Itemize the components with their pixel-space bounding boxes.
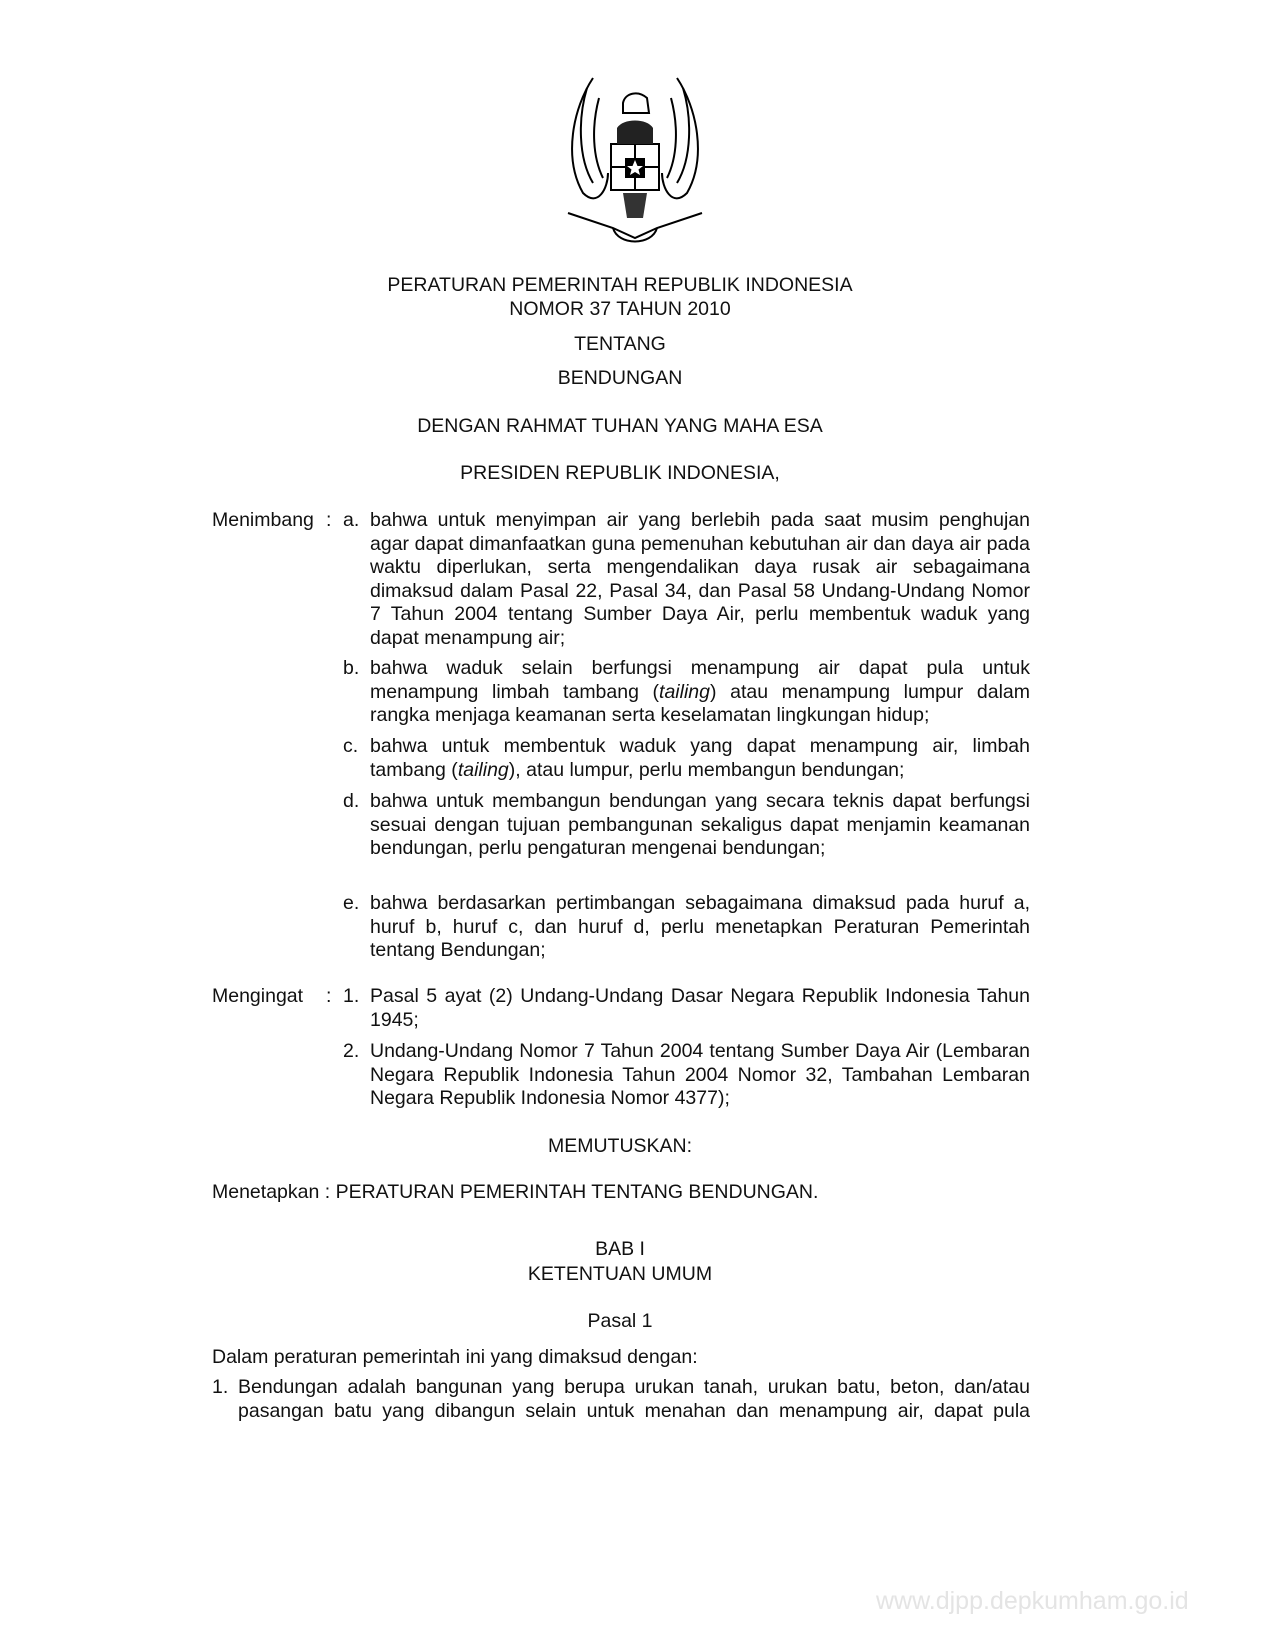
menimbang-item (370, 509, 1030, 651)
item-marker: e. (343, 892, 360, 914)
italic-term: tailing (659, 680, 710, 703)
title-line-1: PERATURAN PEMERINTAH REPUBLIK INDONESIA (387, 274, 853, 296)
colon: : (326, 985, 332, 1007)
italic-term: tailing (457, 758, 509, 781)
menimbang-item (370, 892, 1030, 963)
tentang-heading: TENTANG (574, 333, 666, 355)
item-text: bahwa untuk membangun bendungan yang secara teknis dapat berfungsi sesuai dengan tujuan pembangunan sekaligus dapat menjamin keamanan bendungan, perlu pengaturan mengenai bendungan; (370, 790, 1030, 860)
item-marker: 1. (343, 985, 360, 1007)
pasal-title: Pasal 1 (587, 1310, 653, 1332)
item-text: bahwa waduk selain berfungsi menampung air dapat pula untuk menampung limbah tambang ( (370, 657, 1030, 703)
menimbang-item (370, 657, 1030, 728)
item-text: ), atau lumpur, perlu membangun bendungan; (508, 758, 905, 781)
mengingat-item: Pasal 5 ayat (2) Undang-Undang Dasar Negara Republik Indonesia Tahun 1945; (370, 985, 1030, 1031)
watermark: www.djpp.depkumham.go.id (876, 1587, 1189, 1615)
item-text: bahwa untuk membentuk waduk yang dapat menampung air, limbah tambang ( (370, 735, 1030, 781)
item-marker: a. (343, 509, 360, 531)
memutuskan-heading: MEMUTUSKAN: (547, 1135, 693, 1157)
menimbang-item (370, 790, 1030, 861)
item-marker: b. (343, 657, 360, 679)
menetapkan-line: Menetapkan : PERATURAN PEMERINTAH TENTANG BENDUNGAN. (212, 1181, 819, 1203)
item-text: bahwa untuk menyimpan air yang berlebih pada saat musim penghujan agar dapat dimanfaatkan guna pemenuhan kebutuhan air dan daya air pada waktu diperlukan, serta mengendalikan daya rusak air sebagaimana dimaksud dalam Pasal 22, Pasal 34, dan Pasal 58 Undang-Undang Nomor 7 Tahun 2004 tentang Sumber Daya Air, perlu membentuk waduk yang dapat menampung air; (370, 509, 1030, 649)
item-marker: 2. (343, 1040, 360, 1062)
bab-number: BAB I (595, 1238, 645, 1260)
item-marker: d. (343, 790, 360, 812)
president-heading: PRESIDEN REPUBLIK INDONESIA, (460, 462, 780, 484)
mengingat-item: Undang-Undang Nomor 7 Tahun 2004 tentang Sumber Daya Air (Lembaran Negara Republik Indonesia Tahun 2004 Nomor 32, Tambahan Lembaran Negara Republik Indonesia Nomor 4377); (370, 1040, 1030, 1110)
mengingat-label: Mengingat (212, 985, 304, 1007)
item-text: bahwa berdasarkan pertimbangan sebagaimana dimaksud pada huruf a, huruf b, huruf c, dan huruf d, perlu menetapkan Peraturan Pemerintah tentang Bendungan; (370, 892, 1030, 962)
colon: : (326, 509, 332, 531)
item-marker: c. (343, 735, 359, 757)
pasal-intro: Dalam peraturan pemerintah ini yang dimaksud dengan: (212, 1346, 698, 1368)
subject-heading: BENDUNGAN (557, 367, 683, 389)
title-line-2: NOMOR 37 TAHUN 2010 (509, 298, 731, 320)
garuda-emblem-icon (553, 68, 717, 252)
menimbang-label: Menimbang (212, 509, 314, 531)
item-marker: 1. (212, 1376, 229, 1398)
bab-title: KETENTUAN UMUM (527, 1263, 713, 1285)
item-text: ) atau menampung lumpur dalam rangka menjaga keamanan serta keselamatan lingkungan hidup; (370, 680, 1030, 727)
invocation: DENGAN RAHMAT TUHAN YANG MAHA ESA (417, 415, 823, 437)
menimbang-item (370, 735, 1030, 782)
definition-item: Bendungan adalah bangunan yang berupa urukan tanah, urukan batu, beton, dan/atau pasangan batu yang dibangun selain untuk menahan dan menampung air, dapat pula (238, 1376, 1030, 1422)
